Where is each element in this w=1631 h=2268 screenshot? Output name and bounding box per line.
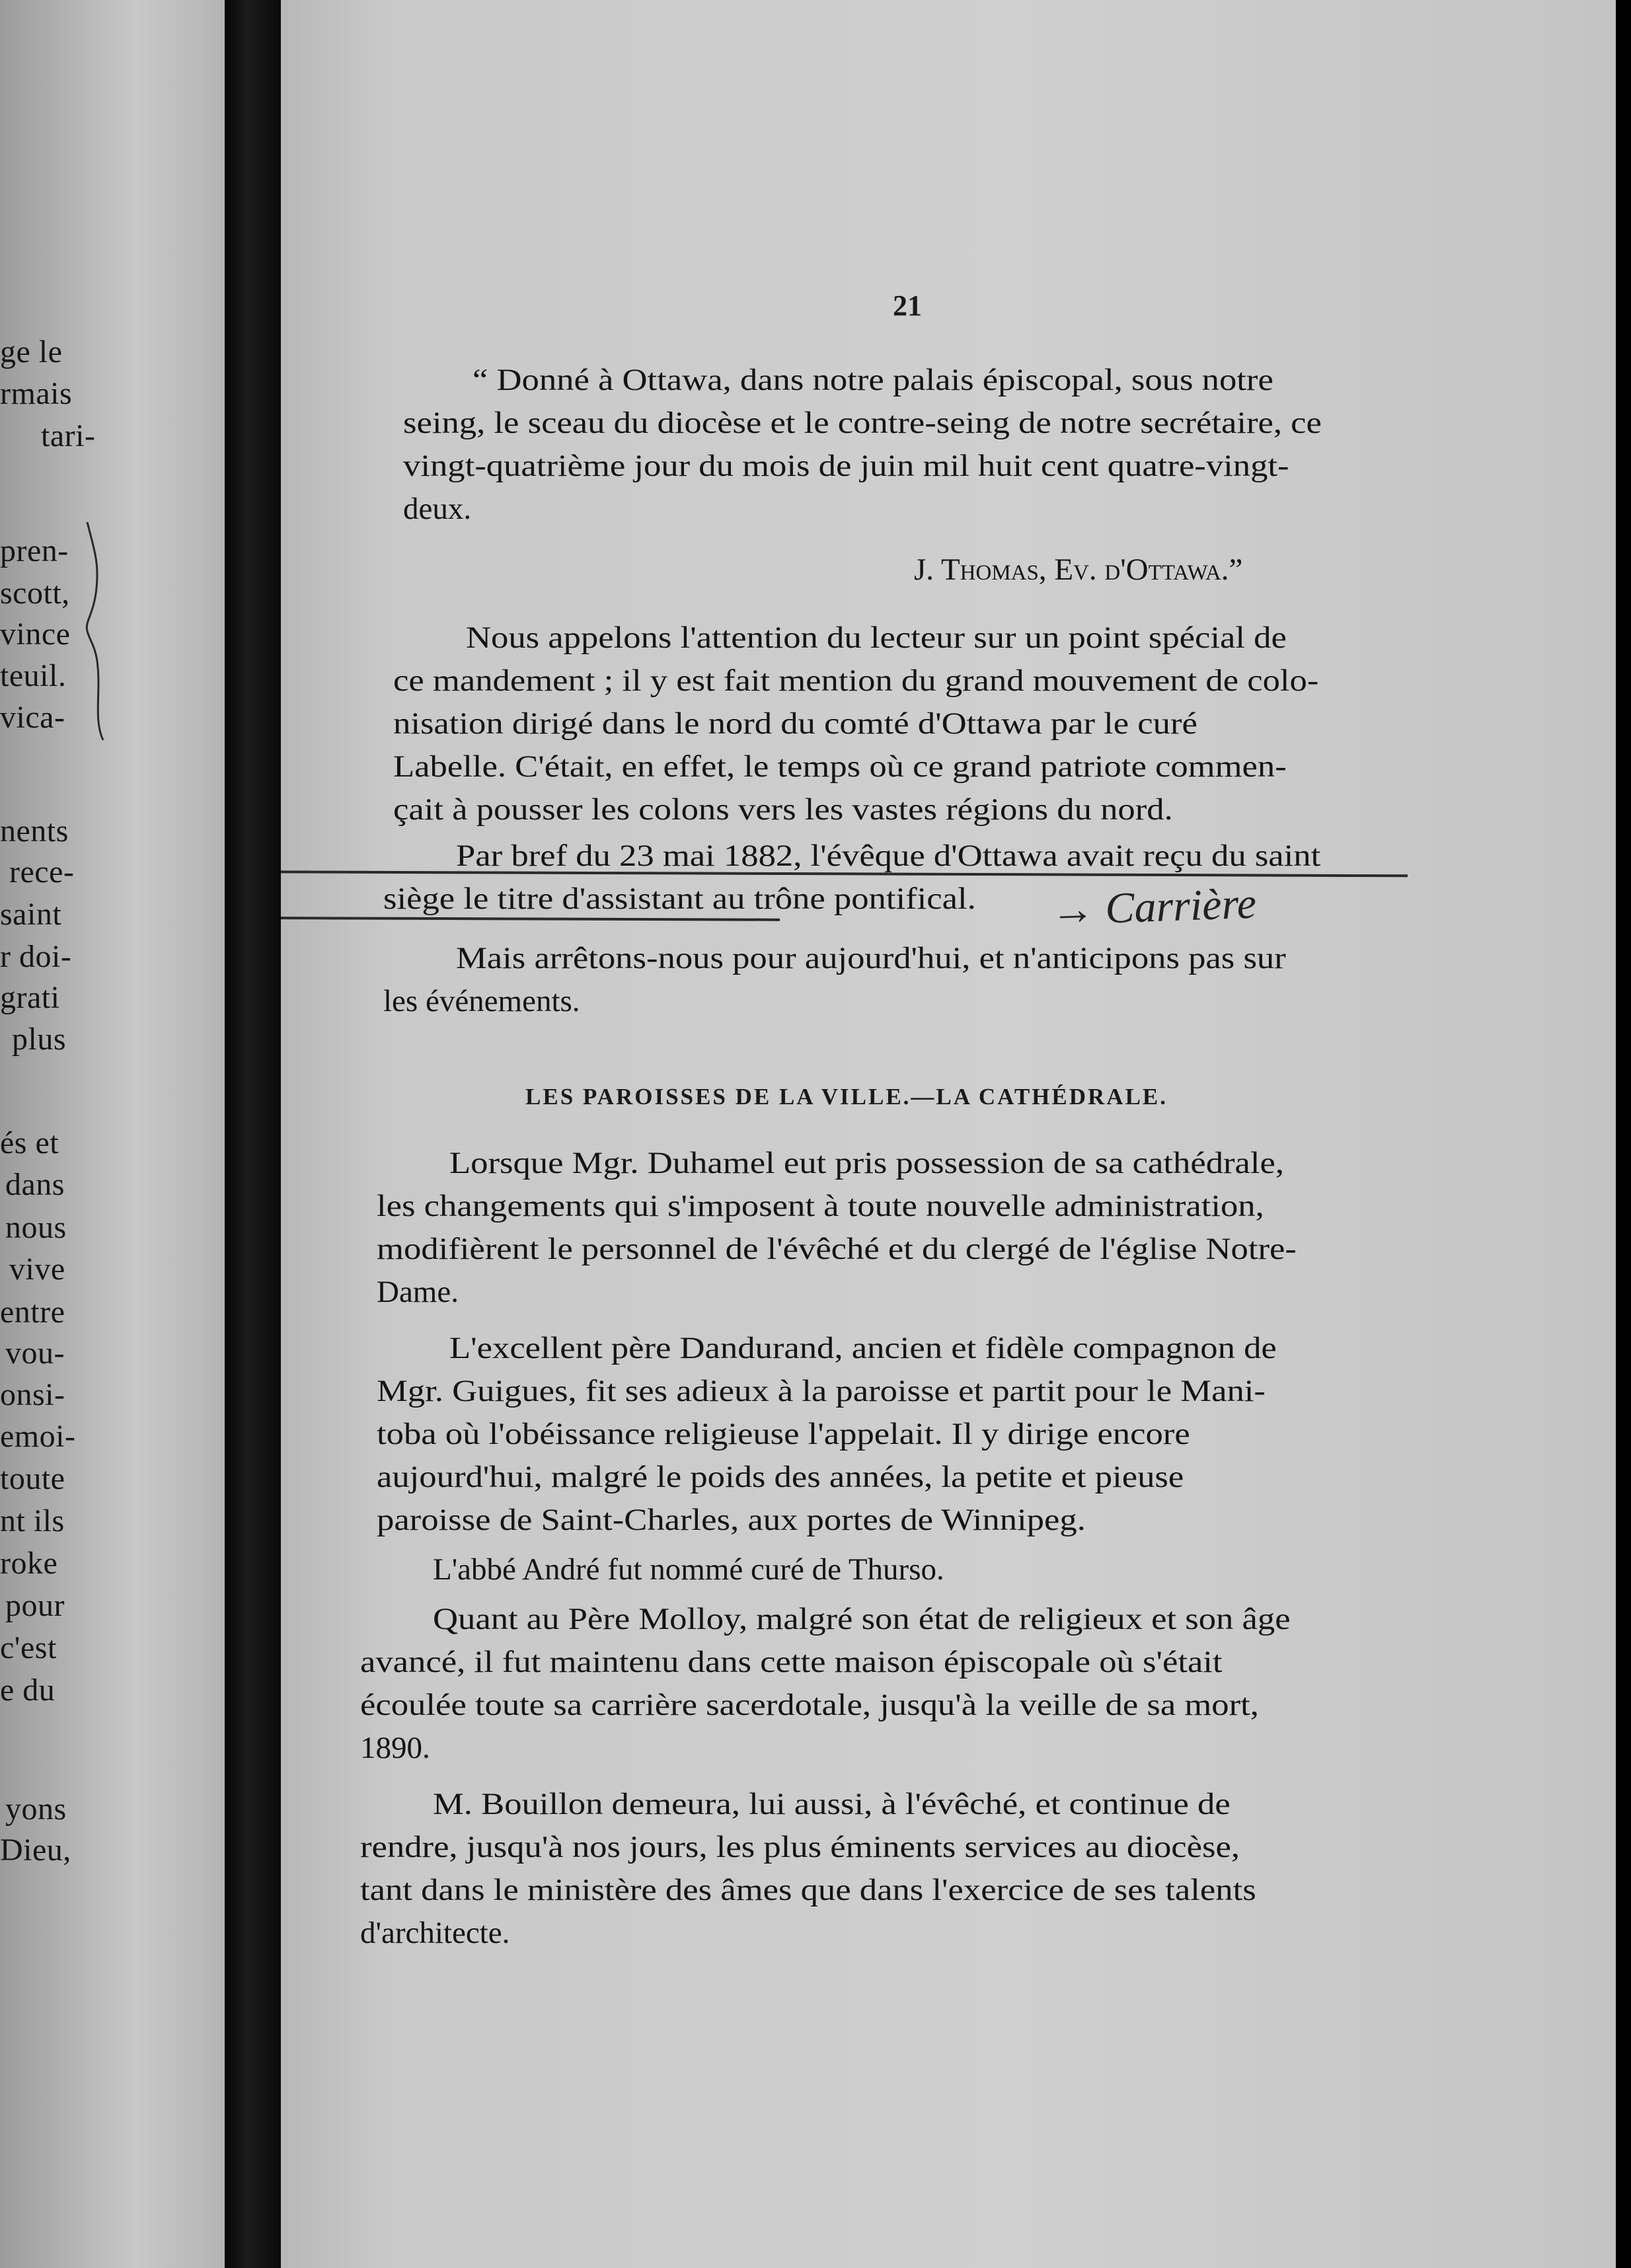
- text-line: les événements.: [383, 984, 580, 1018]
- section-heading: LES PAROISSES DE LA VILLE.—LA CATHÉDRALE.: [525, 1084, 1168, 1110]
- margin-text-line: Dieu,: [0, 1833, 71, 1868]
- margin-text-line: grati: [0, 980, 60, 1015]
- text-line: écoulée toute sa carrière sacerdotale, jusqu'à la veille de sa mort,: [360, 1688, 1259, 1722]
- margin-text-line: ge le: [0, 334, 63, 369]
- text-line: tant dans le ministère des âmes que dans l'exercice de ses talents: [360, 1873, 1256, 1907]
- margin-text-line: vou-: [5, 1336, 65, 1371]
- margin-text-line: nous: [5, 1210, 67, 1245]
- page-number: 21: [893, 289, 922, 322]
- margin-text-line: toute: [0, 1461, 65, 1496]
- text-line: Lorsque Mgr. Duhamel eut pris possession de sa cathédrale,: [449, 1146, 1285, 1180]
- text-line: M. Bouillon demeura, lui aussi, à l'évêché, et continue de: [433, 1787, 1231, 1821]
- margin-text-line: pren-: [0, 533, 69, 568]
- margin-text-line: scott,: [0, 576, 70, 611]
- margin-text-line: és et: [0, 1125, 59, 1160]
- text-line: çait à pousser les colons vers les vastes régions du nord.: [393, 792, 1173, 827]
- text-line: deux.: [403, 492, 472, 526]
- margin-text-line: pour: [5, 1588, 65, 1623]
- margin-text-line: yons: [5, 1792, 67, 1827]
- text-line: “ Donné à Ottawa, dans notre palais épiscopal, sous notre: [473, 363, 1273, 397]
- text-line: seing, le sceau du diocèse et le contre-seing de notre secrétaire, ce: [403, 406, 1322, 440]
- text-line: ce mandement ; il y est fait mention du grand mouvement de colo-: [393, 663, 1319, 698]
- text-line: vingt-quatrième jour du mois de juin mil huit cent quatre-vingt-: [403, 449, 1289, 483]
- text-line: Labelle. C'était, en effet, le temps où ce grand patriote commen-: [393, 749, 1287, 784]
- text-line: 1890.: [360, 1731, 430, 1765]
- handwritten-bracket-mark: [81, 522, 120, 740]
- text-line: toba où l'obéissance religieuse l'appelait. Il y dirige encore: [377, 1417, 1190, 1451]
- text-line: d'architecte.: [360, 1916, 510, 1950]
- margin-text-line: e du: [0, 1673, 56, 1708]
- margin-text-line: plus: [12, 1022, 67, 1057]
- signature: J. Thomas, Ev. d'Ottawa.”: [914, 552, 1243, 587]
- text-line: modifièrent le personnel de l'évêché et du clergé de l'église Notre-: [377, 1232, 1297, 1266]
- margin-text-line: tari-: [41, 418, 96, 453]
- margin-text-line: c'est: [0, 1630, 57, 1665]
- text-line: aujourd'hui, malgré le poids des années, la petite et pieuse: [377, 1460, 1184, 1494]
- handwritten-note: → Carrière: [1049, 879, 1258, 935]
- text-line: paroisse de Saint-Charles, aux portes de Winnipeg.: [377, 1503, 1086, 1537]
- text-line: L'abbé André fut nommé curé de Thurso.: [433, 1552, 944, 1587]
- book-gutter: [225, 0, 281, 2268]
- text-line: avancé, il fut maintenu dans cette maison épiscopale où s'était: [360, 1645, 1223, 1679]
- margin-text-line: rece-: [9, 854, 75, 889]
- margin-text-line: nents: [0, 813, 69, 849]
- margin-text-line: entre: [0, 1295, 65, 1330]
- margin-text-line: nt ils: [0, 1503, 65, 1538]
- text-line: nisation dirigé dans le nord du comté d'Ottawa par le curé: [393, 706, 1197, 741]
- margin-text-line: roke: [0, 1546, 58, 1581]
- text-line: Quant au Père Molloy, malgré son état de religieux et son âge: [433, 1602, 1291, 1636]
- text-line: Par bref du 23 mai 1882, l'évêque d'Ottawa avait reçu du saint: [456, 839, 1321, 873]
- margin-text-line: emoi-: [0, 1419, 76, 1454]
- text-line: les changements qui s'imposent à toute nouvelle administration,: [377, 1189, 1264, 1223]
- margin-text-line: onsi-: [0, 1377, 65, 1412]
- margin-text-line: vive: [9, 1252, 65, 1287]
- margin-text-line: r doi-: [0, 939, 72, 974]
- text-line: Nous appelons l'attention du lecteur sur un point spécial de: [466, 621, 1287, 655]
- margin-text-line: rmais: [0, 376, 73, 411]
- text-line: L'excellent père Dandurand, ancien et fidèle compagnon de: [449, 1331, 1277, 1365]
- margin-text-line: teuil.: [0, 658, 67, 693]
- text-line: rendre, jusqu'à nos jours, les plus éminents services au diocèse,: [360, 1830, 1240, 1864]
- facing-page-fragment: [0, 0, 225, 2268]
- text-line: Dame.: [377, 1275, 459, 1309]
- margin-text-line: vica-: [0, 700, 65, 735]
- margin-text-line: vince: [0, 617, 71, 652]
- book-page: [281, 0, 1616, 2268]
- text-line: Mgr. Guigues, fit ses adieux à la paroisse et partit pour le Mani-: [377, 1374, 1266, 1408]
- margin-text-line: saint: [0, 897, 62, 932]
- margin-text-line: dans: [5, 1167, 65, 1202]
- text-line: Mais arrêtons-nous pour aujourd'hui, et n'anticipons pas sur: [456, 941, 1286, 975]
- text-line: siège le titre d'assistant au trône pontifical.: [383, 882, 976, 916]
